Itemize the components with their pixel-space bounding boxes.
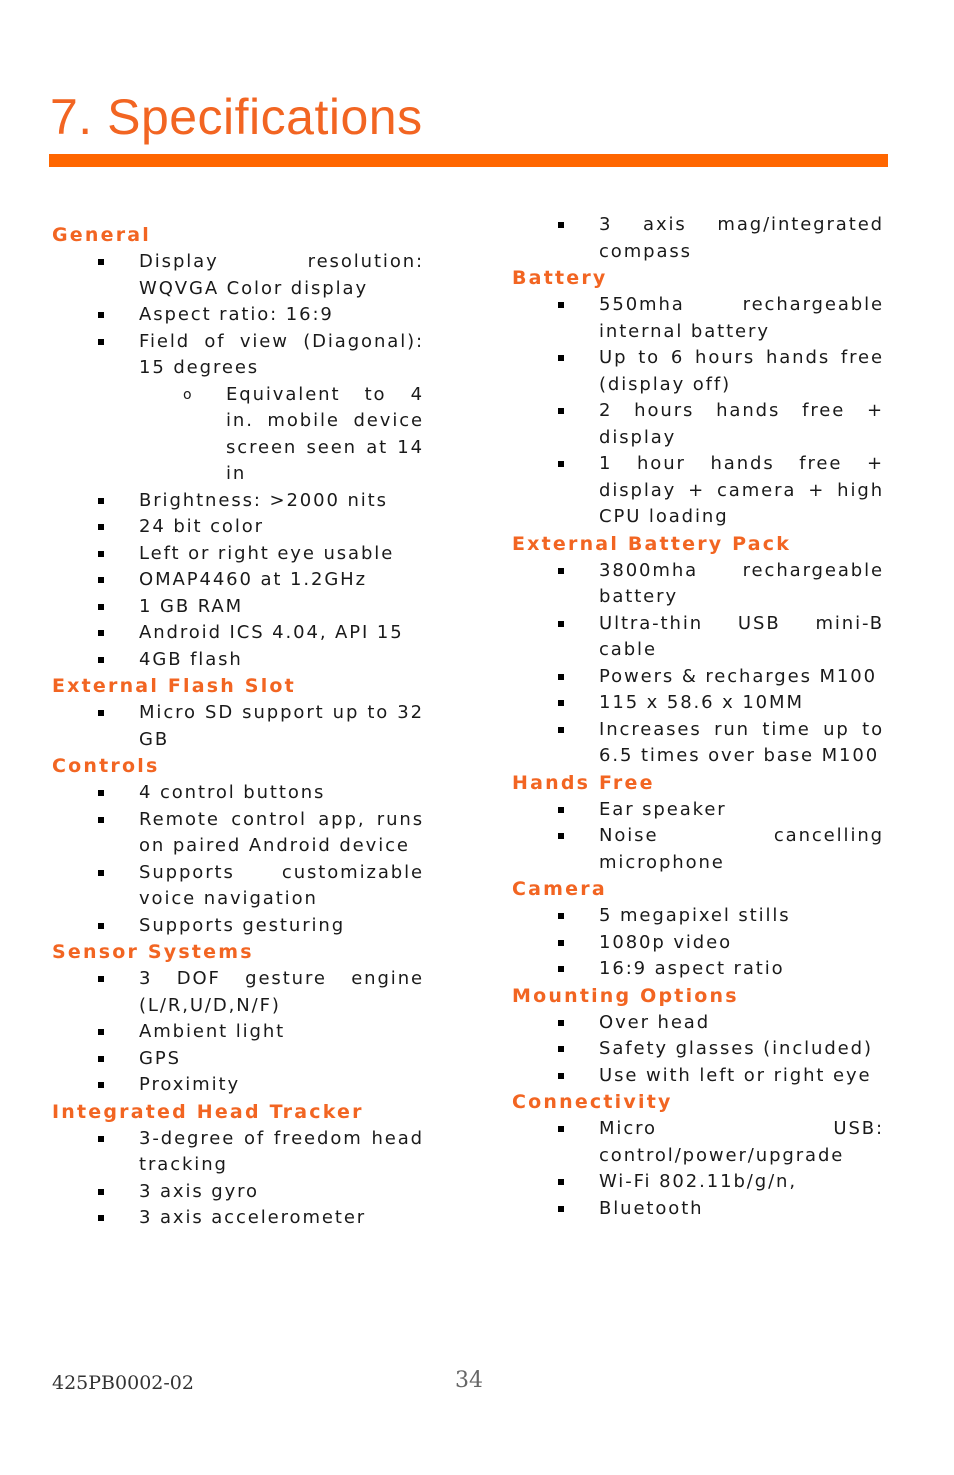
square-bullet-icon bbox=[98, 923, 104, 929]
section-heading: Connectivity bbox=[512, 1091, 673, 1113]
section-heading: Battery bbox=[512, 267, 608, 289]
spec-item bbox=[512, 398, 884, 451]
square-bullet-icon bbox=[98, 1215, 104, 1221]
spec-item bbox=[512, 1169, 884, 1196]
spec-item bbox=[52, 966, 424, 1019]
spec-item-text: 16:9 aspect ratio bbox=[599, 958, 785, 979]
spec-item-text: 3800mha rechargeable battery bbox=[599, 559, 884, 607]
square-bullet-icon bbox=[558, 833, 564, 839]
spec-item-text: Bluetooth bbox=[599, 1197, 704, 1219]
spec-item bbox=[52, 567, 424, 594]
spec-item-text: 2 hours hands free + display bbox=[599, 400, 884, 448]
square-bullet-icon bbox=[558, 355, 564, 361]
spec-item-text: 3-degree of freedom head tracking bbox=[139, 1127, 424, 1175]
spec-item bbox=[52, 913, 424, 940]
square-bullet-icon bbox=[98, 817, 104, 823]
square-bullet-icon bbox=[558, 913, 564, 919]
footer-page-number: 34 bbox=[455, 1368, 483, 1393]
spec-item bbox=[512, 1063, 884, 1090]
spec-item-text: Supports customizable voice navigation bbox=[139, 861, 424, 909]
spec-list bbox=[512, 558, 884, 770]
square-bullet-icon bbox=[98, 498, 104, 504]
square-bullet-icon bbox=[558, 1073, 564, 1079]
spec-item-text: Ambient light bbox=[139, 1021, 286, 1042]
square-bullet-icon bbox=[98, 551, 104, 557]
square-bullet-icon bbox=[98, 1029, 104, 1035]
spec-item-text: OMAP4460 at 1.2GHz bbox=[139, 569, 367, 590]
square-bullet-icon bbox=[98, 604, 104, 610]
square-bullet-icon bbox=[98, 312, 104, 318]
spec-item bbox=[52, 249, 424, 302]
circle-bullet-icon: o bbox=[183, 386, 192, 403]
spec-item-text: 115 x 58.6 x 10MM bbox=[599, 692, 804, 713]
spec-item bbox=[512, 451, 884, 531]
spec-list bbox=[512, 292, 884, 531]
square-bullet-icon bbox=[98, 524, 104, 530]
spec-item bbox=[512, 292, 884, 345]
square-bullet-icon bbox=[98, 790, 104, 796]
spec-item-text: Brightness: >2000 nits bbox=[139, 489, 388, 511]
spec-item bbox=[52, 860, 424, 913]
square-bullet-icon bbox=[98, 259, 104, 265]
spec-item bbox=[52, 700, 424, 753]
spec-item-text: Aspect ratio: 16:9 bbox=[139, 304, 334, 325]
square-bullet-icon bbox=[558, 222, 564, 228]
spec-item-text: Wi-Fi 802.11b/g/n, bbox=[599, 1171, 797, 1192]
spec-list bbox=[512, 1116, 884, 1222]
spec-item bbox=[512, 611, 884, 664]
square-bullet-icon bbox=[98, 577, 104, 583]
spec-item bbox=[512, 797, 884, 824]
square-bullet-icon bbox=[98, 976, 104, 982]
square-bullet-icon bbox=[98, 870, 104, 876]
spec-item bbox=[52, 780, 424, 807]
spec-item-text: GPS bbox=[139, 1047, 181, 1069]
spec-list bbox=[512, 1010, 884, 1090]
spec-item-text: Android ICS 4.04, API 15 bbox=[139, 622, 404, 643]
spec-list bbox=[52, 966, 424, 1099]
page-title: 7. Specifications bbox=[50, 89, 423, 145]
spec-item-text: Micro USB: control/power/upgrade bbox=[599, 1118, 884, 1166]
spec-item bbox=[52, 1205, 424, 1232]
spec-item-text: Increases run time up to 6.5 times over base M100 bbox=[599, 718, 884, 766]
spec-item-text: 24 bit color bbox=[139, 516, 264, 537]
spec-item-text: 3 axis gyro bbox=[139, 1180, 259, 1202]
square-bullet-icon bbox=[98, 1056, 104, 1062]
spec-item-text: Powers & recharges M100 bbox=[599, 665, 877, 687]
square-bullet-icon bbox=[98, 630, 104, 636]
spec-item-text: 4 control buttons bbox=[139, 782, 326, 803]
section-heading: Sensor Systems bbox=[52, 941, 254, 963]
spec-list bbox=[52, 249, 424, 673]
spec-subitem bbox=[52, 382, 424, 488]
spec-item bbox=[52, 647, 424, 674]
square-bullet-icon bbox=[558, 1126, 564, 1132]
section-heading: Hands Free bbox=[512, 771, 655, 794]
right-column bbox=[512, 212, 884, 1222]
spec-item bbox=[52, 807, 424, 860]
spec-item bbox=[52, 594, 424, 621]
square-bullet-icon bbox=[558, 1046, 564, 1052]
square-bullet-icon bbox=[98, 657, 104, 663]
spec-item-text: Up to 6 hours hands free (display off) bbox=[599, 347, 884, 395]
square-bullet-icon bbox=[98, 1082, 104, 1088]
square-bullet-icon bbox=[98, 339, 104, 345]
square-bullet-icon bbox=[558, 966, 564, 972]
section-heading: External Flash Slot bbox=[52, 675, 296, 697]
spec-item bbox=[512, 717, 884, 770]
spec-item-text: Left or right eye usable bbox=[139, 542, 395, 564]
square-bullet-icon bbox=[558, 1020, 564, 1026]
square-bullet-icon bbox=[558, 700, 564, 706]
footer-document-id: 425PB0002-02 bbox=[52, 1372, 194, 1394]
spec-item bbox=[52, 1072, 424, 1099]
spec-item-text: Safety glasses (included) bbox=[599, 1038, 873, 1059]
spec-item bbox=[52, 541, 424, 568]
spec-item bbox=[512, 930, 884, 957]
spec-item bbox=[52, 302, 424, 329]
square-bullet-icon bbox=[558, 1179, 564, 1185]
spec-item bbox=[512, 664, 884, 691]
spec-item-text: Remote control app, runs on paired Android device bbox=[139, 808, 424, 856]
section-heading: Integrated Head Tracker bbox=[52, 1100, 364, 1123]
spec-item-text: Display resolution: WQVGA Color display bbox=[139, 251, 424, 299]
spec-item bbox=[512, 1196, 884, 1223]
section-heading: Mounting Options bbox=[512, 984, 739, 1007]
spec-item bbox=[52, 1126, 424, 1179]
square-bullet-icon bbox=[558, 674, 564, 680]
square-bullet-icon bbox=[558, 408, 564, 414]
spec-item-text: Field of view (Diagonal): 15 degrees bbox=[139, 330, 424, 378]
spec-item-text: 550mha rechargeable internal battery bbox=[599, 294, 884, 342]
spec-subitem-text: Equivalent to 4 in. mobile device screen seen at 14 in bbox=[226, 383, 424, 484]
left-column bbox=[52, 222, 424, 1232]
section-heading: External Battery Pack bbox=[512, 532, 792, 555]
spec-item-text: 3 axis mag/integrated compass bbox=[599, 214, 884, 262]
spec-item-text: Noise cancelling microphone bbox=[599, 825, 884, 873]
spec-item bbox=[52, 514, 424, 541]
spec-item-text: 3 axis accelerometer bbox=[139, 1207, 367, 1228]
spec-item bbox=[52, 620, 424, 647]
spec-item-text: Ultra-thin USB mini-B cable bbox=[599, 612, 884, 660]
spec-item-text: 1 GB RAM bbox=[139, 595, 244, 617]
spec-item bbox=[52, 329, 424, 488]
spec-item-text: 4GB flash bbox=[139, 648, 243, 670]
spec-list bbox=[512, 797, 884, 877]
spec-item bbox=[52, 488, 424, 515]
spec-item-text: 3 DOF gesture engine (L/R,U/D,N/F) bbox=[139, 968, 424, 1016]
square-bullet-icon bbox=[558, 940, 564, 946]
spec-list bbox=[52, 1126, 424, 1232]
section-heading: General bbox=[52, 224, 151, 246]
square-bullet-icon bbox=[558, 1206, 564, 1212]
title-rule bbox=[49, 154, 888, 167]
spec-item bbox=[512, 903, 884, 930]
spec-item-text: Proximity bbox=[139, 1074, 241, 1095]
square-bullet-icon bbox=[558, 621, 564, 627]
spec-item-text: 1080p video bbox=[599, 931, 733, 953]
spec-sublist bbox=[52, 382, 424, 488]
square-bullet-icon bbox=[558, 461, 564, 467]
square-bullet-icon bbox=[558, 568, 564, 574]
spec-item-text: Supports gesturing bbox=[139, 914, 346, 936]
spec-list bbox=[512, 903, 884, 983]
spec-item bbox=[512, 1116, 884, 1169]
square-bullet-icon bbox=[558, 302, 564, 308]
spec-list bbox=[52, 700, 424, 753]
spec-item bbox=[512, 212, 884, 265]
section-heading: Controls bbox=[52, 755, 160, 777]
spec-list bbox=[52, 780, 424, 939]
spec-item bbox=[512, 956, 884, 983]
square-bullet-icon bbox=[98, 1189, 104, 1195]
spec-item bbox=[512, 345, 884, 398]
spec-item-text: 5 megapixel stills bbox=[599, 905, 791, 926]
square-bullet-icon bbox=[558, 807, 564, 813]
spec-list bbox=[512, 212, 884, 265]
spec-item-text: Ear speaker bbox=[599, 798, 727, 820]
section-heading: Camera bbox=[512, 878, 607, 900]
spec-item bbox=[52, 1179, 424, 1206]
spec-item bbox=[512, 1036, 884, 1063]
spec-item bbox=[512, 1010, 884, 1037]
square-bullet-icon bbox=[98, 710, 104, 716]
square-bullet-icon bbox=[98, 1136, 104, 1142]
spec-item bbox=[512, 690, 884, 717]
spec-item bbox=[52, 1046, 424, 1073]
spec-item-text: Use with left or right eye bbox=[599, 1064, 872, 1086]
spec-item bbox=[512, 823, 884, 876]
spec-item-text: Over head bbox=[599, 1011, 711, 1033]
spec-item-text: Micro SD support up to 32 GB bbox=[139, 702, 424, 750]
square-bullet-icon bbox=[558, 727, 564, 733]
spec-item-text: 1 hour hands free + display + camera + high CPU loading bbox=[599, 453, 884, 527]
spec-item bbox=[512, 558, 884, 611]
spec-item bbox=[52, 1019, 424, 1046]
